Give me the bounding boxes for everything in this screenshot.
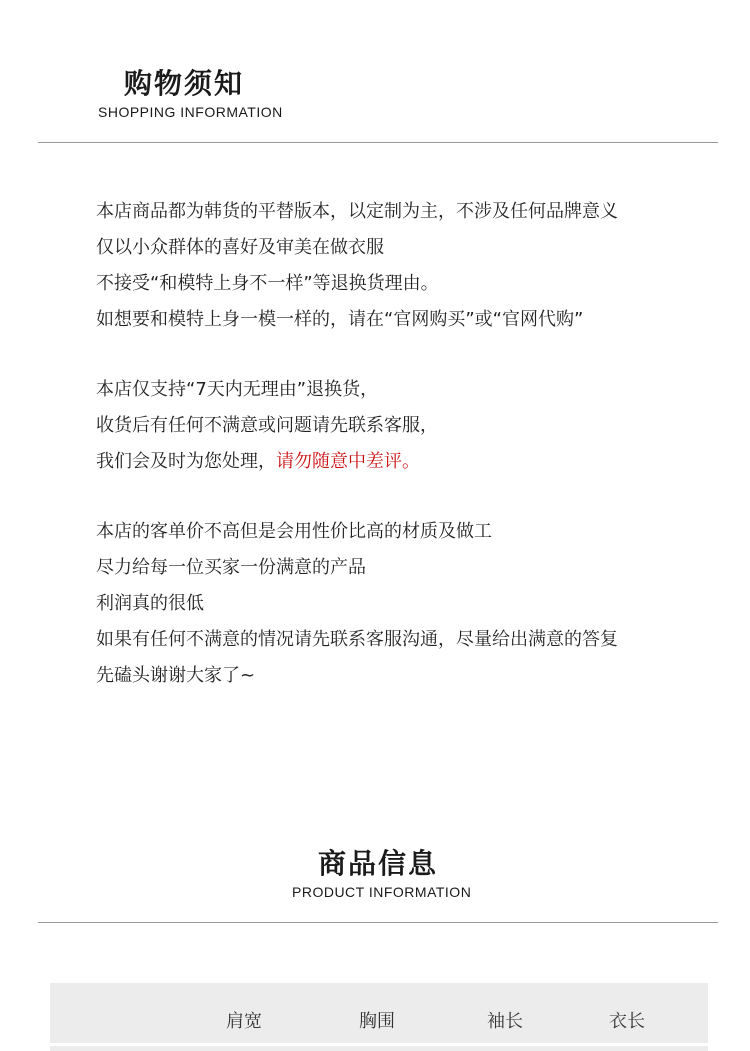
notice-paragraph-1 — [96, 194, 716, 338]
notice-line: 不接受“和模特上身不一样”等退换货理由。 — [96, 273, 439, 294]
product-info-subtitle: PRODUCT INFORMATION — [292, 884, 472, 900]
notice-paragraph-3 — [96, 514, 716, 694]
notice-line: 尽力给每一位买家一份满意的产品 — [96, 557, 366, 578]
notice-line: 利润真的很低 — [96, 593, 204, 614]
column-header-sleeve: 袖长 — [487, 1011, 523, 1032]
notice-line: 本店的客单价不高但是会用性价比高的材质及做工 — [96, 521, 492, 542]
notice-line: 如想要和模特上身一模一样的，请在“官网购买”或“官网代购” — [96, 309, 584, 330]
section-divider — [38, 142, 718, 143]
section-divider — [38, 922, 718, 923]
shopping-info-subtitle: SHOPPING INFORMATION — [98, 104, 283, 120]
shopping-info-title: 购物须知 — [124, 67, 245, 100]
notice-line: 本店仅支持“7天内无理由”退换货， — [96, 379, 379, 400]
notice-line: 本店商品都为韩货的平替版本，以定制为主，不涉及任何品牌意义 — [96, 201, 618, 222]
handle-text: 我们会及时为您处理， — [96, 451, 276, 472]
size-table-row — [50, 1046, 708, 1051]
notice-line: 收货后有任何不满意或问题请先联系客服， — [96, 415, 438, 436]
product-info-title: 商品信息 — [318, 847, 439, 880]
size-table-header — [50, 983, 708, 1043]
notice-line: 仅以小众群体的喜好及审美在做衣服 — [96, 237, 384, 258]
column-header-chest: 胸围 — [359, 1011, 395, 1032]
notice-line: 先磕头谢谢大家了~ — [96, 665, 256, 686]
column-header-length: 衣长 — [609, 1011, 645, 1032]
notice-line-warning — [96, 444, 716, 480]
notice-paragraph-2 — [96, 372, 716, 480]
notice-line: 如果有任何不满意的情况请先联系客服沟通，尽量给出满意的答复 — [96, 629, 618, 650]
warning-text: 请勿随意中差评。 — [276, 451, 420, 472]
column-header-shoulder: 肩宽 — [226, 1011, 262, 1032]
